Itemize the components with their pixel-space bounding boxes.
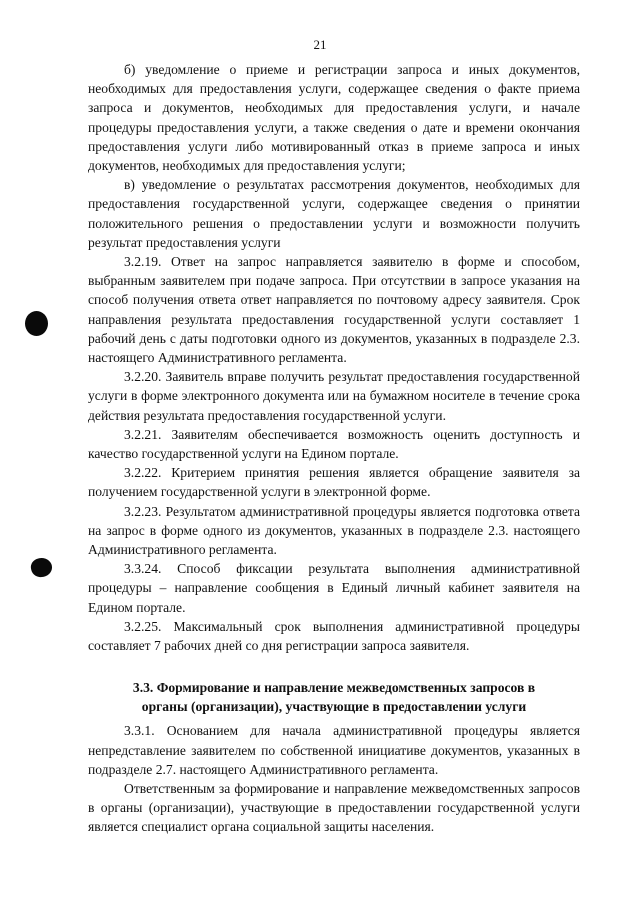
document-body bbox=[88, 60, 580, 837]
paragraph-notification-receipt: б) уведомление о приеме и регистрации запроса и иных документов, необходимых для предоставления услуги, содержащее сведения о факте приема запроса и документов, необходимых для предоставления услуги, и начале процедуры предоставления услуги, а также сведения о дате и времени окончания предоставления услуги либо мотивированный отказ в приеме запроса и иных документов, необходимых для предоставления услуги; bbox=[88, 62, 580, 174]
section-heading-line-1: 3.3. Формирование и направление межведомственных запросов в bbox=[132, 680, 536, 696]
section-heading-line-2: органы (организации), участвующие в предоставлении услуги bbox=[141, 698, 527, 714]
paragraph-notification-results: в) уведомление о результатах рассмотрения документов, необходимых для предоставления государственной услуги, содержащее сведения о принятии положительного решения о предоставлении услуги и возможности получить результат предоставления услуги bbox=[88, 177, 580, 250]
paragraph-3-2-21: 3.2.21. Заявителям обеспечивается возможность оценить доступность и качество государственной услуги на Едином портале. bbox=[88, 426, 580, 462]
paragraph-3-2-20: 3.2.20. Заявитель вправе получить результат предоставления государственной услуги в форме электронного документа или на бумажном носителе в течение срока действия результата предоставления государственной услуги. bbox=[88, 369, 580, 423]
page-number: 21 bbox=[313, 37, 327, 52]
paragraph-3-2-19: 3.2.19. Ответ на запрос направляется заявителю в форме и способом, выбранным заявителем при подаче запроса. При отсутствии в запросе указания на способ получения ответа ответ направляется по почтовому адресу заявителя. Срок направления результата предоставления государственной услуги составляет 1 рабочий день с даты подготовки одного из документов, указанных в подразделе 2.3. настоящего Административного регламента. bbox=[88, 254, 580, 366]
paragraph-3-2-25: 3.2.25. Максимальный срок выполнения административной процедуры составляет 7 рабочих дней со дня регистрации запроса заявителя. bbox=[88, 618, 580, 654]
paragraph-3-3-24: 3.3.24. Способ фиксации результата выполнения административной процедуры – направление сообщения в Единый личный кабинет заявителя на Едином портале. bbox=[88, 561, 580, 615]
paragraph-responsible: Ответственным за формирование и направление межведомственных запросов в органы (организации), участвующие в предоставлении государственной услуги является специалист органа социальной защиты населения. bbox=[88, 780, 580, 835]
paragraph-3-3-1: 3.3.1. Основанием для начала административной процедуры является непредставление заявителем по собственной инициативе документов, указанных в подразделе 2.7. настоящего Административного регламента. bbox=[88, 723, 580, 777]
section-heading-3-3 bbox=[88, 679, 580, 716]
paragraph-3-2-22: 3.2.22. Критерием принятия решения является обращение заявителя за получением государственной услуги в электронной форме. bbox=[88, 465, 580, 500]
paragraph-3-2-23: 3.2.23. Результатом административной процедуры является подготовка ответа на запрос в форме одного из документов, указанных в подразделе 2.3. настоящего Административного регламента. bbox=[88, 503, 580, 558]
punch-hole-mark bbox=[29, 556, 53, 579]
punch-hole-mark bbox=[25, 311, 48, 336]
